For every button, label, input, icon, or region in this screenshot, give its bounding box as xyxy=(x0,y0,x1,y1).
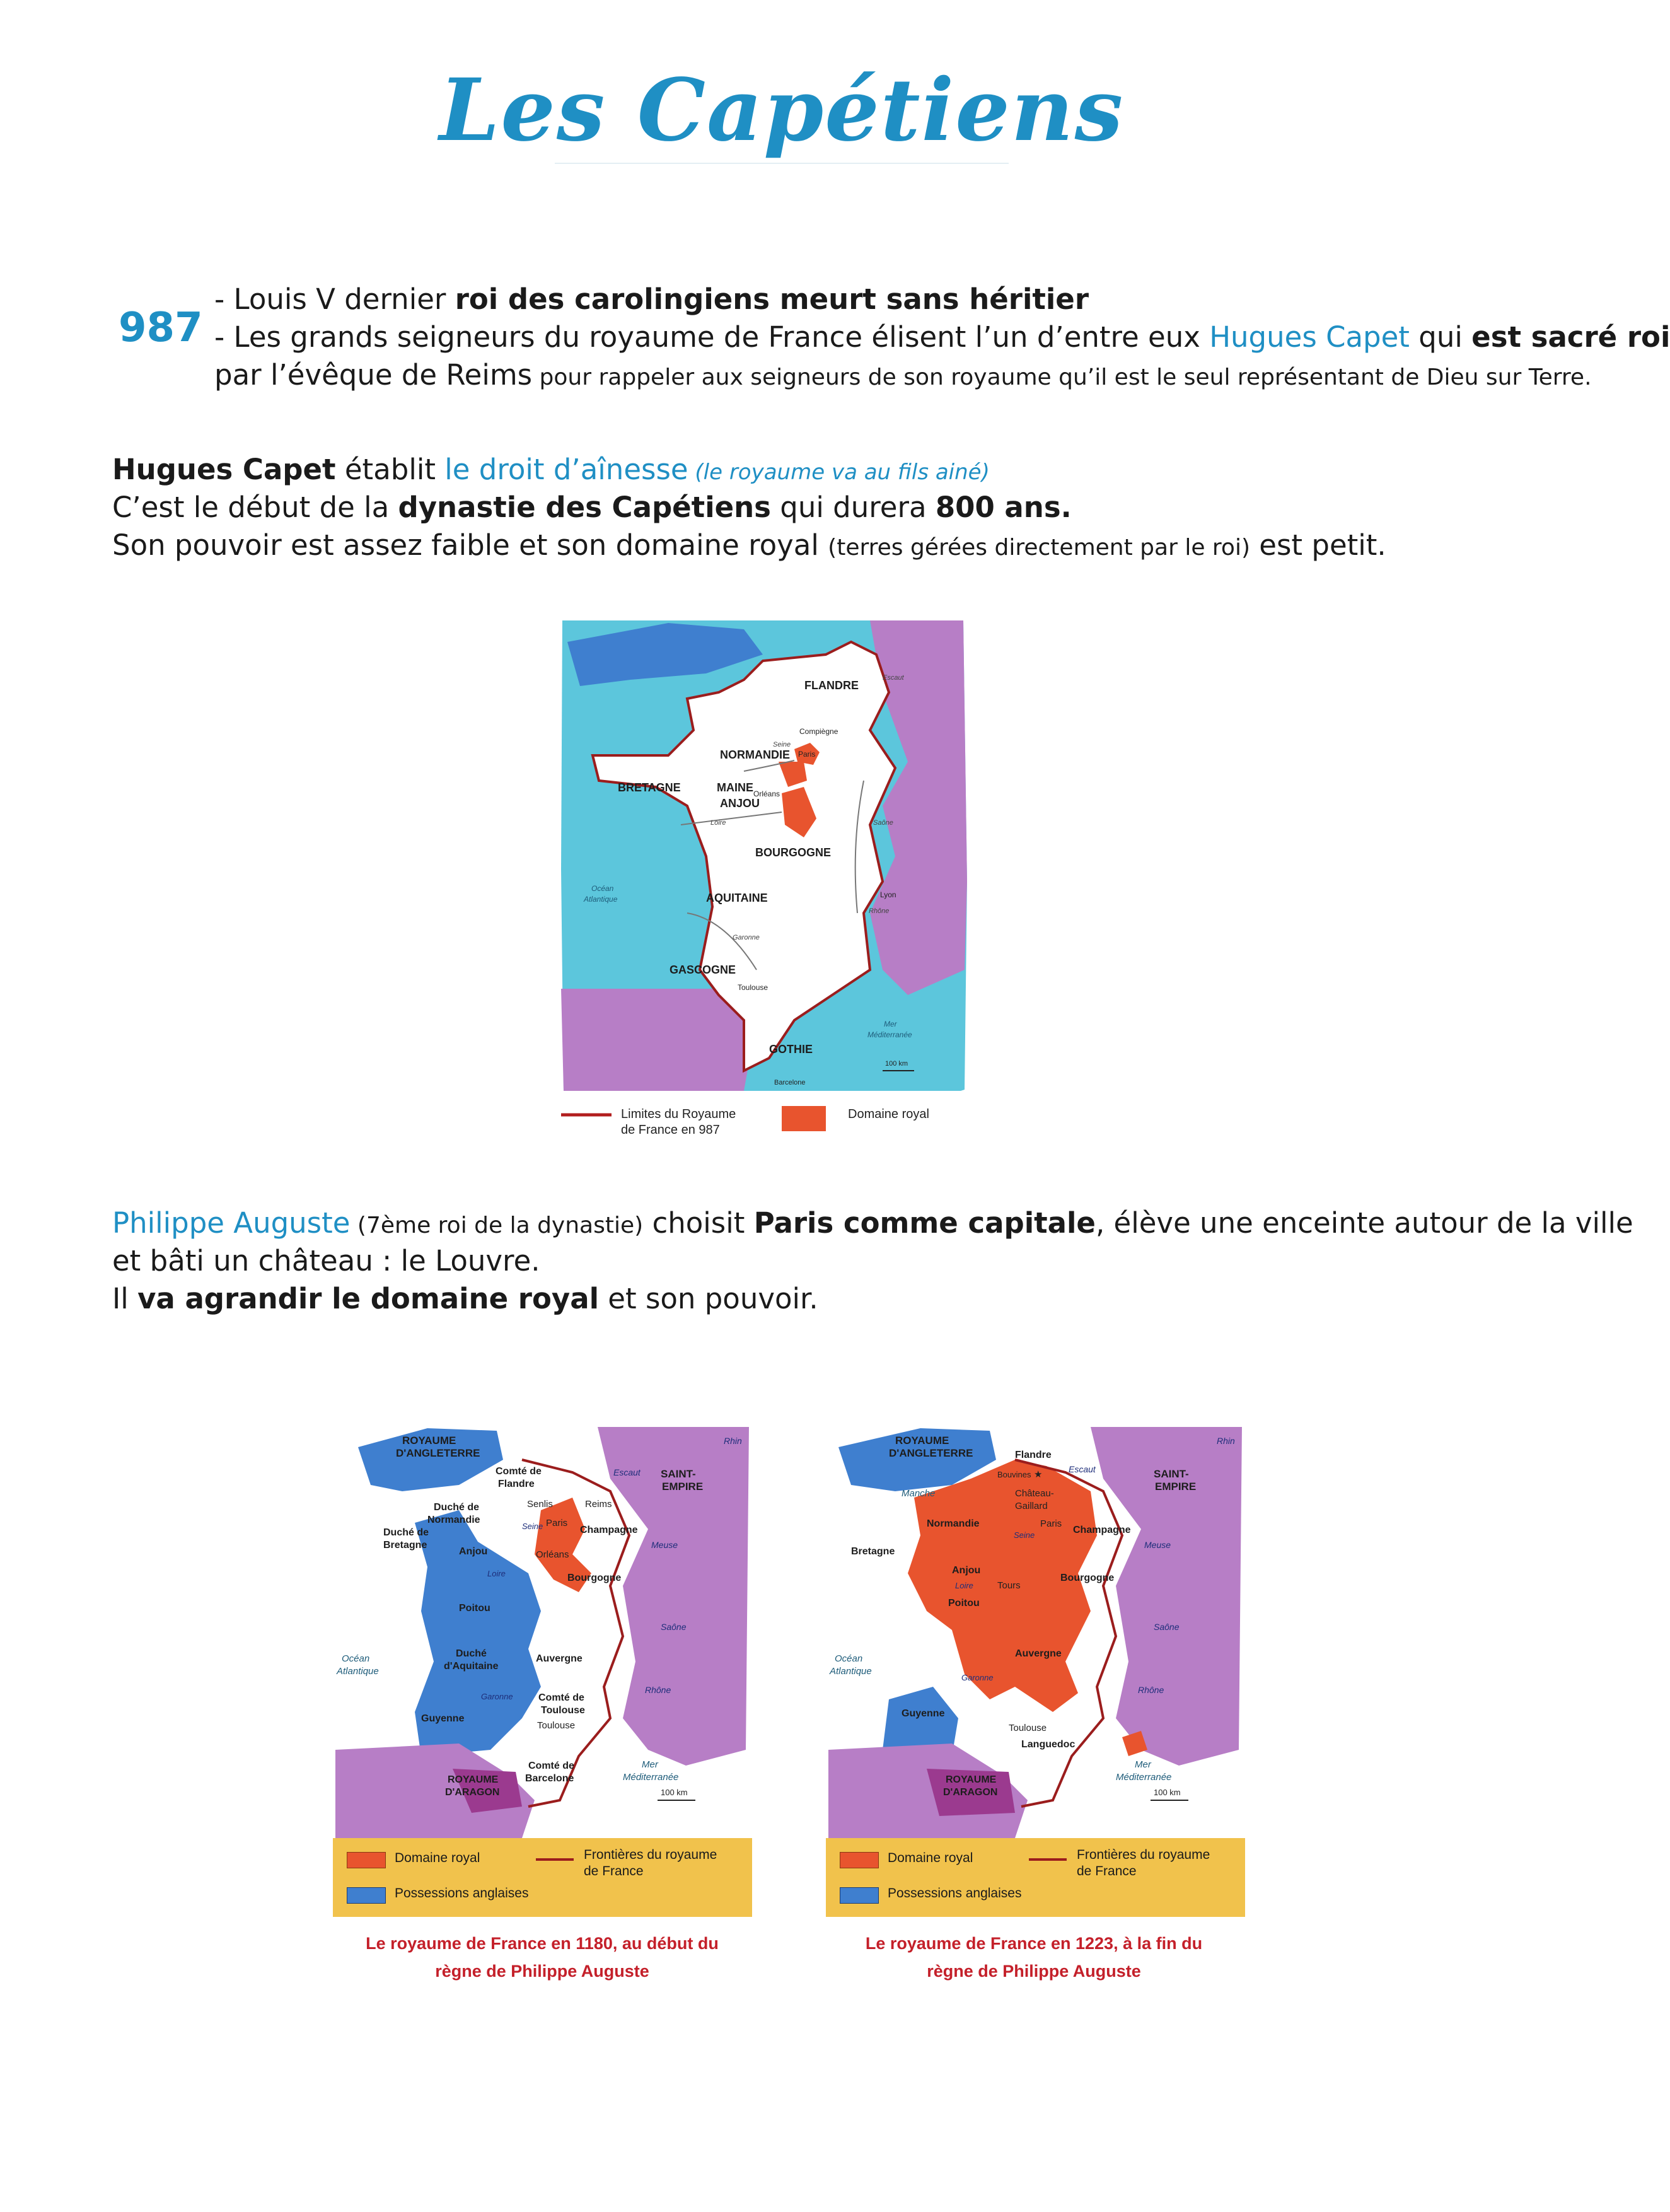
philippe-auguste-name: Philippe Auguste xyxy=(112,1206,351,1240)
philippe-note: (7ème roi de la dynastie) xyxy=(350,1213,644,1238)
label-barcelone-1: Comté de xyxy=(528,1761,574,1771)
label-paris: Paris xyxy=(546,1518,568,1528)
label-mer-2: Méditerranée xyxy=(1116,1772,1172,1783)
label-loire: Loire xyxy=(955,1581,973,1590)
label-saone: Saône xyxy=(873,819,893,827)
philippe-bold: va agrandir le domaine royal xyxy=(137,1282,599,1315)
label-scale: 100 km xyxy=(1154,1788,1181,1797)
label-ocean-2: Atlantique xyxy=(830,1666,872,1677)
label-seine: Seine xyxy=(1014,1530,1035,1540)
label-ocean: Océan xyxy=(591,884,614,893)
capet-bold: 800 ans. xyxy=(935,491,1072,524)
label-meuse: Meuse xyxy=(1144,1540,1171,1550)
label-empire-1: SAINT- xyxy=(1154,1468,1189,1480)
label-angleterre-1: ROYAUME xyxy=(895,1435,949,1447)
map-1223 xyxy=(826,1422,1245,1838)
label-compiegne: Compiègne xyxy=(799,727,838,736)
label-bretagne: BRETAGNE xyxy=(618,781,681,794)
caption-1223-line-2: règne de Philippe Auguste xyxy=(927,1962,1141,1981)
label-bouvines: Bouvines xyxy=(997,1470,1031,1479)
philippe-text: Il xyxy=(112,1282,138,1315)
philippe-line-3 xyxy=(112,1280,818,1318)
label-lyon: Lyon xyxy=(880,890,896,899)
label-reims: Reims xyxy=(585,1499,612,1510)
intro-bold: roi des carolingiens meurt sans héritier xyxy=(455,282,1089,316)
intro-line-1 xyxy=(214,281,1089,318)
label-bretagne: Bretagne xyxy=(851,1546,895,1557)
capet-text: est petit. xyxy=(1250,528,1386,562)
legend-limits-1: Limites du Royaume xyxy=(621,1107,736,1121)
legend-frontier-line xyxy=(536,1858,574,1861)
label-normandie: NORMANDIE xyxy=(720,748,790,761)
label-bretagne-2: Bretagne xyxy=(383,1540,427,1551)
caption-1180-line-2: règne de Philippe Auguste xyxy=(435,1962,649,1981)
capet-line-2 xyxy=(112,489,1072,527)
label-languedoc: Languedoc xyxy=(1021,1739,1076,1750)
title-underline xyxy=(555,163,1009,164)
label-bourgogne: BOURGOGNE xyxy=(755,846,832,859)
label-maine: MAINE xyxy=(717,781,753,794)
label-aquitaine-1: Duché xyxy=(456,1648,487,1659)
label-escaut: Escaut xyxy=(613,1467,641,1477)
label-toulouse: Toulouse xyxy=(1009,1723,1047,1733)
capet-text: Son pouvoir est assez faible et son domaine royal xyxy=(112,528,828,562)
label-flandre: FLANDRE xyxy=(804,679,859,692)
label-rhin: Rhin xyxy=(724,1436,742,1446)
intro-line-2 xyxy=(214,318,1670,356)
label-flandre: Flandre xyxy=(1015,1450,1052,1460)
label-aragon-1: ROYAUME xyxy=(448,1774,499,1785)
philippe-bold: Paris comme capitale xyxy=(753,1206,1096,1240)
label-ocean-1: Océan xyxy=(342,1653,370,1664)
legend-domain: Domaine royal xyxy=(395,1851,480,1865)
capet-name: Hugues Capet xyxy=(112,453,336,486)
map-1180 xyxy=(333,1422,752,1838)
legend-domain-swatch xyxy=(840,1852,879,1868)
label-normandie-1: Duché de xyxy=(434,1502,480,1513)
intro-bold: est sacré roi xyxy=(1471,320,1670,354)
label-bourgogne: Bourgogne xyxy=(567,1573,622,1583)
intro-text: par l’évêque de Reims xyxy=(214,358,533,392)
intro-text: qui xyxy=(1409,320,1472,354)
capet-text: qui durera xyxy=(770,491,936,524)
label-normandie-2: Normandie xyxy=(427,1515,480,1525)
legend-english: Possessions anglaises xyxy=(395,1886,529,1901)
label-mer-1: Mer xyxy=(642,1759,658,1770)
label-poitou: Poitou xyxy=(459,1603,490,1614)
label-empire-1: SAINT- xyxy=(661,1468,696,1480)
label-champagne: Champagne xyxy=(580,1525,638,1535)
label-seine: Seine xyxy=(522,1522,543,1531)
philippe-line-2: et bâti un château : le Louvre. xyxy=(112,1244,540,1278)
label-escaut: Escaut xyxy=(1069,1464,1096,1474)
label-anjou: ANJOU xyxy=(720,797,760,810)
label-angleterre-1: ROYAUME xyxy=(402,1435,456,1447)
map-987 xyxy=(555,617,971,1153)
legend-english-swatch xyxy=(347,1887,386,1904)
droit-ainesse: le droit d’aînesse xyxy=(444,453,688,486)
label-anjou: Anjou xyxy=(459,1546,488,1557)
legend-english: Possessions anglaises xyxy=(888,1886,1022,1901)
label-mer-2: Méditerranée xyxy=(623,1772,679,1783)
capet-line-3 xyxy=(112,527,1386,567)
capet-line-1 xyxy=(112,451,990,491)
label-gascogne: GASCOGNE xyxy=(670,963,736,976)
label-champagne: Champagne xyxy=(1073,1525,1131,1535)
capet-text: établit xyxy=(335,453,445,486)
label-rhin: Rhin xyxy=(1217,1436,1235,1446)
legend-frontiers xyxy=(584,1847,717,1880)
label-tours: Tours xyxy=(997,1580,1021,1591)
label-aquitaine: AQUITAINE xyxy=(706,892,768,904)
label-ocean-2: Atlantique xyxy=(337,1666,379,1677)
label-orleans: Orléans xyxy=(753,789,780,798)
label-rhone: Rhône xyxy=(645,1685,671,1695)
caption-1223 xyxy=(794,1930,1273,1985)
label-saone: Saône xyxy=(661,1622,687,1632)
philippe-text: et son pouvoir. xyxy=(599,1282,818,1315)
label-senlis: Senlis xyxy=(527,1499,553,1510)
label-atlantique: Atlantique xyxy=(584,895,618,904)
label-toulouse-2: Toulouse xyxy=(541,1705,585,1716)
label-chateau-2: Gaillard xyxy=(1015,1501,1048,1511)
label-toulouse: Toulouse xyxy=(738,983,768,992)
legend-english-swatch xyxy=(840,1887,879,1904)
label-guyenne: Guyenne xyxy=(421,1713,465,1724)
legend-frontiers-2: de France xyxy=(584,1864,644,1878)
label-paris: Paris xyxy=(798,750,816,759)
map-1180-legend xyxy=(333,1838,752,1917)
philippe-text: , élève une enceinte autour de la ville xyxy=(1095,1206,1633,1240)
label-empire-2: EMPIRE xyxy=(1155,1481,1197,1493)
capet-text: C’est le début de la xyxy=(112,491,398,524)
legend-domain-swatch xyxy=(347,1852,386,1868)
droit-ainesse-note: (le royaume va au fils ainé) xyxy=(688,460,990,485)
year-987: 987 xyxy=(119,305,203,351)
legend-limits-2: de France en 987 xyxy=(621,1123,720,1137)
legend-domain: Domaine royal xyxy=(888,1851,973,1865)
label-bretagne-1: Duché de xyxy=(383,1527,429,1538)
label-mediterranee: Méditerranée xyxy=(867,1030,912,1039)
label-poitou: Poitou xyxy=(948,1598,980,1609)
label-barcelone-2: Barcelone xyxy=(525,1773,574,1784)
label-normandie: Normandie xyxy=(927,1518,980,1529)
label-scale: 100 km xyxy=(885,1060,908,1068)
legend-domain: Domaine royal xyxy=(848,1107,929,1121)
intro-line-3 xyxy=(214,356,1592,397)
label-toulouse-city: Toulouse xyxy=(537,1720,576,1731)
label-loire: Loire xyxy=(710,819,726,827)
label-garonne: Garonne xyxy=(481,1692,513,1701)
label-auvergne: Auvergne xyxy=(536,1653,583,1664)
label-aragon-2: D'ARAGON xyxy=(943,1787,998,1798)
capet-small: (terres gérées directement par le roi) xyxy=(828,535,1250,561)
label-manche: Manche xyxy=(902,1488,936,1499)
label-toulouse-1: Comté de xyxy=(538,1692,584,1703)
label-bourgogne: Bourgogne xyxy=(1060,1573,1115,1583)
label-mer-1: Mer xyxy=(1135,1759,1151,1770)
legend-frontier-line xyxy=(1029,1858,1067,1861)
label-mer: Mer xyxy=(884,1020,897,1028)
page-title: Les Capétiens xyxy=(439,60,1125,161)
label-escaut: Escaut xyxy=(883,674,904,682)
label-rhone: Rhône xyxy=(1138,1685,1164,1695)
philippe-text: choisit xyxy=(643,1206,754,1240)
label-guyenne: Guyenne xyxy=(902,1708,945,1719)
label-gothie: GOTHIE xyxy=(769,1043,813,1056)
label-flandre-1: Comté de xyxy=(496,1466,542,1477)
label-scale: 100 km xyxy=(661,1788,688,1797)
legend-frontiers-2: de France xyxy=(1077,1864,1137,1878)
intro-text: - Louis V dernier xyxy=(214,282,455,316)
label-anjou: Anjou xyxy=(952,1565,981,1576)
caption-1180-line-1: Le royaume de France en 1180, au début du xyxy=(366,1934,719,1953)
legend-frontiers-1: Frontières du royaume xyxy=(1077,1848,1210,1862)
label-aragon-2: D'ARAGON xyxy=(445,1787,500,1798)
label-chateau-1: Château- xyxy=(1015,1488,1054,1499)
legend-frontiers-1: Frontières du royaume xyxy=(584,1848,717,1862)
legend-frontiers xyxy=(1077,1847,1210,1880)
label-angleterre-2: D'ANGLETERRE xyxy=(889,1447,973,1459)
label-ocean-1: Océan xyxy=(835,1653,863,1664)
intro-text: - Les grands seigneurs du royaume de France élisent l’un d’entre eux xyxy=(214,320,1210,354)
label-saone: Saône xyxy=(1154,1622,1180,1632)
label-garonne: Garonne xyxy=(961,1673,994,1682)
label-barcelone: Barcelone xyxy=(774,1079,806,1086)
label-auvergne: Auvergne xyxy=(1015,1648,1062,1659)
label-empire-2: EMPIRE xyxy=(662,1481,704,1493)
capet-bold: dynastie des Capétiens xyxy=(398,491,771,524)
label-loire: Loire xyxy=(487,1569,506,1578)
map-1223-legend xyxy=(826,1838,1245,1917)
label-paris: Paris xyxy=(1040,1518,1062,1529)
label-angleterre-2: D'ANGLETERRE xyxy=(396,1447,480,1459)
label-rhone: Rhône xyxy=(869,907,890,915)
label-aragon-1: ROYAUME xyxy=(946,1774,997,1785)
intro-small: pour rappeler aux seigneurs de son royaume qu’il est le seul représentant de Dieu sur Terre. xyxy=(532,364,1592,390)
label-flandre-2: Flandre xyxy=(498,1479,535,1489)
philippe-line-1 xyxy=(112,1204,1633,1245)
label-garonne: Garonne xyxy=(733,934,760,941)
legend-domain-swatch xyxy=(782,1106,826,1131)
caption-1180 xyxy=(303,1930,782,1985)
caption-1223-line-1: Le royaume de France en 1223, à la fin du xyxy=(865,1934,1203,1953)
label-seine: Seine xyxy=(773,741,791,748)
label-aquitaine-2: d'Aquitaine xyxy=(444,1661,499,1672)
label-orleans: Orléans xyxy=(536,1549,569,1560)
label-meuse: Meuse xyxy=(651,1540,678,1550)
bouvines-star-icon: ★ xyxy=(1034,1469,1043,1480)
hugues-capet-name: Hugues Capet xyxy=(1209,320,1410,354)
